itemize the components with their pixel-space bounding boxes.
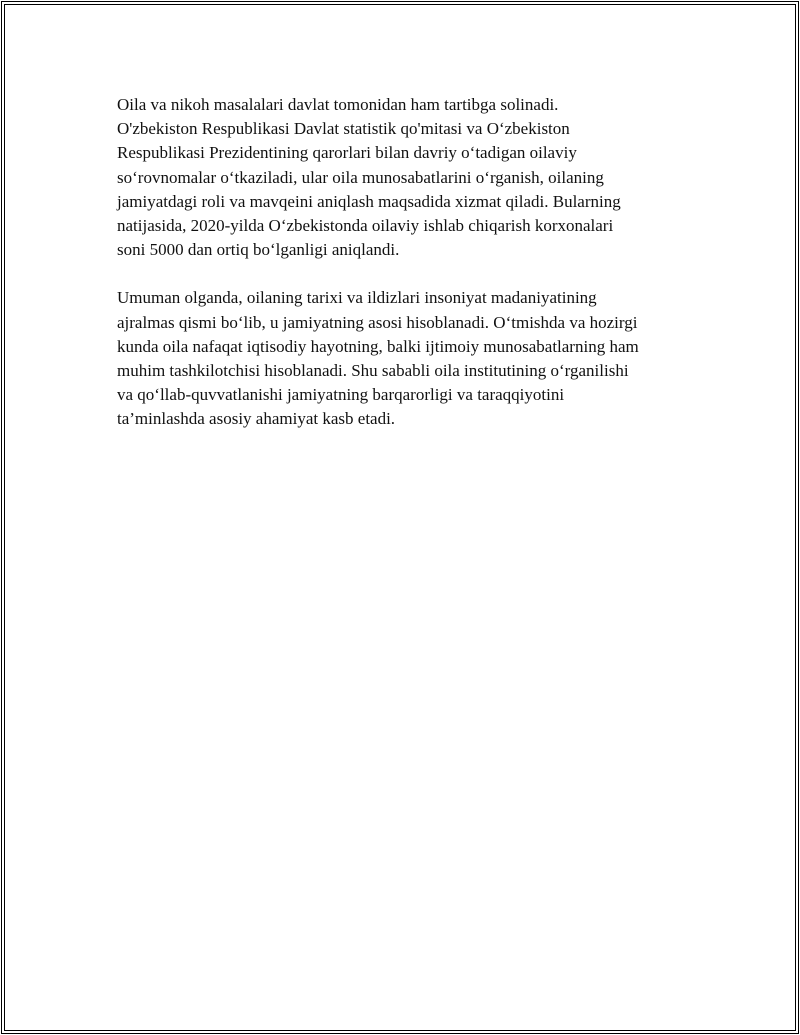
paragraph-family-history <box>117 286 707 431</box>
text-line: kunda oila nafaqat iqtisodiy hayotning, balki ijtimoiy munosabatlarning ham <box>117 336 639 356</box>
text-line: Oila va nikoh masalalari davlat tomonidan ham tartibga solinadi. <box>117 95 559 114</box>
text-line: Umuman olganda, oilaning tarixi va ildizlari insoniyat madaniyatining <box>117 288 597 308</box>
text-line: Respublikasi Prezidentining qarorlari bilan davriy o‘tadigan oilaviy <box>117 143 577 163</box>
paragraph-spacer <box>117 262 707 286</box>
text-line: O'zbekiston Respublikasi Davlat statistik qo'mitasi va O‘zbekiston <box>117 119 570 139</box>
text-line: va qo‘llab-quvvatlanishi jamiyatning barqarorligi va taraqqiyotini <box>117 385 565 405</box>
text-line: muhim tashkilotchisi hisoblanadi. Shu sababli oila institutining o‘rganilishi <box>117 361 629 381</box>
text-line: ajralmas qismi bo‘lib, u jamiyatning asosi hisoblanadi. O‘tmishda va hozirgi <box>117 312 638 332</box>
text-line: ta’minlashda asosiy ahamiyat kasb etadi. <box>117 409 396 429</box>
document-body <box>117 93 707 432</box>
paragraph-family-law <box>117 93 707 262</box>
text-line: jamiyatdagi roli va mavqeini aniqlash maqsadida xizmat qiladi. Bularning <box>117 191 621 211</box>
text-line: natijasida, 2020-yilda O‘zbekistonda oilaviy ishlab chiqarish korxonalari <box>117 216 614 236</box>
text-line: so‘rovnomalar o‘tkaziladi, ular oila munosabatlarini o‘rganish, oilaning <box>117 167 604 187</box>
text-line: soni 5000 dan ortiq bo‘lganligi aniqlandi. <box>117 240 400 260</box>
